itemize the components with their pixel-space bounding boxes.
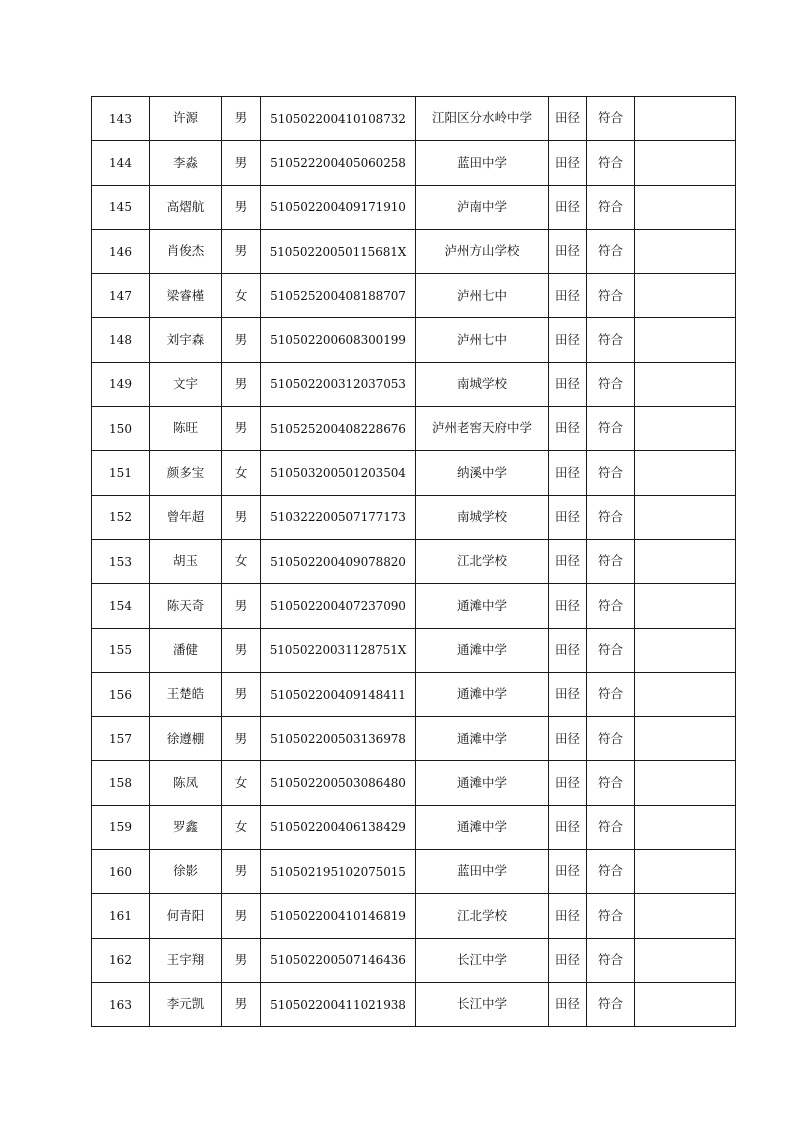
row-number-cell: 147 — [92, 274, 150, 318]
result-cell: 符合 — [587, 672, 635, 716]
school-cell: 通滩中学 — [416, 717, 549, 761]
table-row — [92, 938, 736, 982]
table-row — [92, 628, 736, 672]
table-row — [92, 672, 736, 716]
row-number-cell: 145 — [92, 185, 150, 229]
result-cell: 符合 — [587, 761, 635, 805]
gender-cell: 男 — [222, 894, 261, 938]
table-row — [92, 141, 736, 185]
result-cell: 符合 — [587, 407, 635, 451]
gender-cell: 女 — [222, 761, 261, 805]
table-row — [92, 894, 736, 938]
student-name-cell: 徐影 — [150, 850, 222, 894]
result-cell: 符合 — [587, 539, 635, 583]
table-row — [92, 717, 736, 761]
result-cell: 符合 — [587, 362, 635, 406]
table-row — [92, 407, 736, 451]
id-number-cell: 510502200409148411 — [261, 672, 416, 716]
sport-cell: 田径 — [549, 584, 587, 628]
row-number-cell: 159 — [92, 805, 150, 849]
gender-cell: 男 — [222, 97, 261, 141]
id-number-cell: 510502200410108732 — [261, 97, 416, 141]
gender-cell: 男 — [222, 362, 261, 406]
sport-cell: 田径 — [549, 982, 587, 1026]
id-number-cell: 510525200408188707 — [261, 274, 416, 318]
table-row — [92, 274, 736, 318]
student-name-cell: 肖俊杰 — [150, 229, 222, 273]
row-number-cell: 162 — [92, 938, 150, 982]
row-number-cell: 151 — [92, 451, 150, 495]
result-cell: 符合 — [587, 982, 635, 1026]
roster-table — [91, 96, 736, 1027]
student-name-cell: 梁睿槿 — [150, 274, 222, 318]
gender-cell: 男 — [222, 672, 261, 716]
school-cell: 通滩中学 — [416, 761, 549, 805]
school-cell: 泸州七中 — [416, 318, 549, 362]
note-cell — [635, 982, 736, 1026]
sport-cell: 田径 — [549, 274, 587, 318]
id-number-cell: 510503200501203504 — [261, 451, 416, 495]
table-row — [92, 229, 736, 273]
row-number-cell: 157 — [92, 717, 150, 761]
gender-cell: 女 — [222, 805, 261, 849]
id-number-cell: 510502200406138429 — [261, 805, 416, 849]
id-number-cell: 510502200503086480 — [261, 761, 416, 805]
gender-cell: 男 — [222, 229, 261, 273]
gender-cell: 男 — [222, 717, 261, 761]
result-cell: 符合 — [587, 938, 635, 982]
school-cell: 江北学校 — [416, 894, 549, 938]
student-name-cell: 高熠航 — [150, 185, 222, 229]
note-cell — [635, 539, 736, 583]
result-cell: 符合 — [587, 805, 635, 849]
result-cell: 符合 — [587, 97, 635, 141]
school-cell: 长江中学 — [416, 938, 549, 982]
row-number-cell: 160 — [92, 850, 150, 894]
gender-cell: 男 — [222, 185, 261, 229]
table-row — [92, 584, 736, 628]
student-name-cell: 陈旺 — [150, 407, 222, 451]
student-name-cell: 胡玉 — [150, 539, 222, 583]
table-row — [92, 185, 736, 229]
result-cell: 符合 — [587, 850, 635, 894]
table-row — [92, 97, 736, 141]
note-cell — [635, 362, 736, 406]
gender-cell: 男 — [222, 850, 261, 894]
roster-body — [92, 97, 736, 1027]
sport-cell: 田径 — [549, 894, 587, 938]
note-cell — [635, 584, 736, 628]
table-row — [92, 805, 736, 849]
note-cell — [635, 318, 736, 362]
sport-cell: 田径 — [549, 229, 587, 273]
result-cell: 符合 — [587, 185, 635, 229]
student-name-cell: 李淼 — [150, 141, 222, 185]
note-cell — [635, 717, 736, 761]
note-cell — [635, 672, 736, 716]
gender-cell: 男 — [222, 495, 261, 539]
school-cell: 蓝田中学 — [416, 141, 549, 185]
table-row — [92, 495, 736, 539]
gender-cell: 男 — [222, 318, 261, 362]
result-cell: 符合 — [587, 451, 635, 495]
row-number-cell: 161 — [92, 894, 150, 938]
note-cell — [635, 451, 736, 495]
result-cell: 符合 — [587, 495, 635, 539]
sport-cell: 田径 — [549, 672, 587, 716]
school-cell: 泸州七中 — [416, 274, 549, 318]
school-cell: 蓝田中学 — [416, 850, 549, 894]
table-row — [92, 982, 736, 1026]
student-name-cell: 罗鑫 — [150, 805, 222, 849]
school-cell: 通滩中学 — [416, 672, 549, 716]
school-cell: 泸南中学 — [416, 185, 549, 229]
sport-cell: 田径 — [549, 938, 587, 982]
note-cell — [635, 850, 736, 894]
id-number-cell: 51050220050115681X — [261, 229, 416, 273]
result-cell: 符合 — [587, 318, 635, 362]
id-number-cell: 510502200410146819 — [261, 894, 416, 938]
gender-cell: 男 — [222, 407, 261, 451]
result-cell: 符合 — [587, 894, 635, 938]
table-row — [92, 451, 736, 495]
row-number-cell: 144 — [92, 141, 150, 185]
school-cell: 通滩中学 — [416, 628, 549, 672]
student-name-cell: 徐遵棚 — [150, 717, 222, 761]
note-cell — [635, 761, 736, 805]
table-row — [92, 362, 736, 406]
student-name-cell: 王楚皓 — [150, 672, 222, 716]
student-name-cell: 李元凯 — [150, 982, 222, 1026]
result-cell: 符合 — [587, 628, 635, 672]
id-number-cell: 510522200405060258 — [261, 141, 416, 185]
gender-cell: 女 — [222, 274, 261, 318]
sport-cell: 田径 — [549, 495, 587, 539]
student-name-cell: 何青阳 — [150, 894, 222, 938]
gender-cell: 男 — [222, 938, 261, 982]
row-number-cell: 163 — [92, 982, 150, 1026]
gender-cell: 男 — [222, 141, 261, 185]
id-number-cell: 510502195102075015 — [261, 850, 416, 894]
sport-cell: 田径 — [549, 628, 587, 672]
school-cell: 泸州方山学校 — [416, 229, 549, 273]
note-cell — [635, 407, 736, 451]
table-row — [92, 539, 736, 583]
result-cell: 符合 — [587, 141, 635, 185]
row-number-cell: 152 — [92, 495, 150, 539]
row-number-cell: 148 — [92, 318, 150, 362]
sport-cell: 田径 — [549, 805, 587, 849]
sport-cell: 田径 — [549, 318, 587, 362]
row-number-cell: 156 — [92, 672, 150, 716]
sport-cell: 田径 — [549, 539, 587, 583]
school-cell: 南城学校 — [416, 495, 549, 539]
sport-cell: 田径 — [549, 185, 587, 229]
sport-cell: 田径 — [549, 407, 587, 451]
student-name-cell: 潘健 — [150, 628, 222, 672]
table-row — [92, 318, 736, 362]
note-cell — [635, 628, 736, 672]
id-number-cell: 510502200411021938 — [261, 982, 416, 1026]
student-name-cell: 曾年超 — [150, 495, 222, 539]
note-cell — [635, 894, 736, 938]
student-name-cell: 陈天奇 — [150, 584, 222, 628]
row-number-cell: 150 — [92, 407, 150, 451]
school-cell: 长江中学 — [416, 982, 549, 1026]
id-number-cell: 510502200608300199 — [261, 318, 416, 362]
row-number-cell: 154 — [92, 584, 150, 628]
school-cell: 南城学校 — [416, 362, 549, 406]
result-cell: 符合 — [587, 717, 635, 761]
row-number-cell: 149 — [92, 362, 150, 406]
note-cell — [635, 495, 736, 539]
row-number-cell: 153 — [92, 539, 150, 583]
student-name-cell: 颜多宝 — [150, 451, 222, 495]
sport-cell: 田径 — [549, 717, 587, 761]
note-cell — [635, 97, 736, 141]
school-cell: 纳溪中学 — [416, 451, 549, 495]
student-name-cell: 王宇翔 — [150, 938, 222, 982]
id-number-cell: 510525200408228676 — [261, 407, 416, 451]
student-name-cell: 刘宇森 — [150, 318, 222, 362]
row-number-cell: 143 — [92, 97, 150, 141]
row-number-cell: 146 — [92, 229, 150, 273]
gender-cell: 男 — [222, 628, 261, 672]
gender-cell: 女 — [222, 539, 261, 583]
id-number-cell: 510502200503136978 — [261, 717, 416, 761]
sport-cell: 田径 — [549, 362, 587, 406]
note-cell — [635, 938, 736, 982]
gender-cell: 男 — [222, 982, 261, 1026]
row-number-cell: 155 — [92, 628, 150, 672]
sport-cell: 田径 — [549, 97, 587, 141]
school-cell: 泸州老窖天府中学 — [416, 407, 549, 451]
result-cell: 符合 — [587, 229, 635, 273]
result-cell: 符合 — [587, 274, 635, 318]
id-number-cell: 510502200407237090 — [261, 584, 416, 628]
id-number-cell: 510322200507177173 — [261, 495, 416, 539]
sport-cell: 田径 — [549, 761, 587, 805]
table-row — [92, 761, 736, 805]
note-cell — [635, 274, 736, 318]
school-cell: 通滩中学 — [416, 805, 549, 849]
student-name-cell: 文宇 — [150, 362, 222, 406]
gender-cell: 女 — [222, 451, 261, 495]
note-cell — [635, 185, 736, 229]
id-number-cell: 510502200312037053 — [261, 362, 416, 406]
id-number-cell: 510502200409171910 — [261, 185, 416, 229]
table-row — [92, 850, 736, 894]
sport-cell: 田径 — [549, 451, 587, 495]
row-number-cell: 158 — [92, 761, 150, 805]
note-cell — [635, 229, 736, 273]
student-name-cell: 陈凤 — [150, 761, 222, 805]
school-cell: 江阳区分水岭中学 — [416, 97, 549, 141]
id-number-cell: 510502200409078820 — [261, 539, 416, 583]
note-cell — [635, 805, 736, 849]
student-name-cell: 许源 — [150, 97, 222, 141]
school-cell: 江北学校 — [416, 539, 549, 583]
sport-cell: 田径 — [549, 850, 587, 894]
id-number-cell: 510502200507146436 — [261, 938, 416, 982]
school-cell: 通滩中学 — [416, 584, 549, 628]
sport-cell: 田径 — [549, 141, 587, 185]
note-cell — [635, 141, 736, 185]
gender-cell: 男 — [222, 584, 261, 628]
result-cell: 符合 — [587, 584, 635, 628]
id-number-cell: 51050220031128751X — [261, 628, 416, 672]
